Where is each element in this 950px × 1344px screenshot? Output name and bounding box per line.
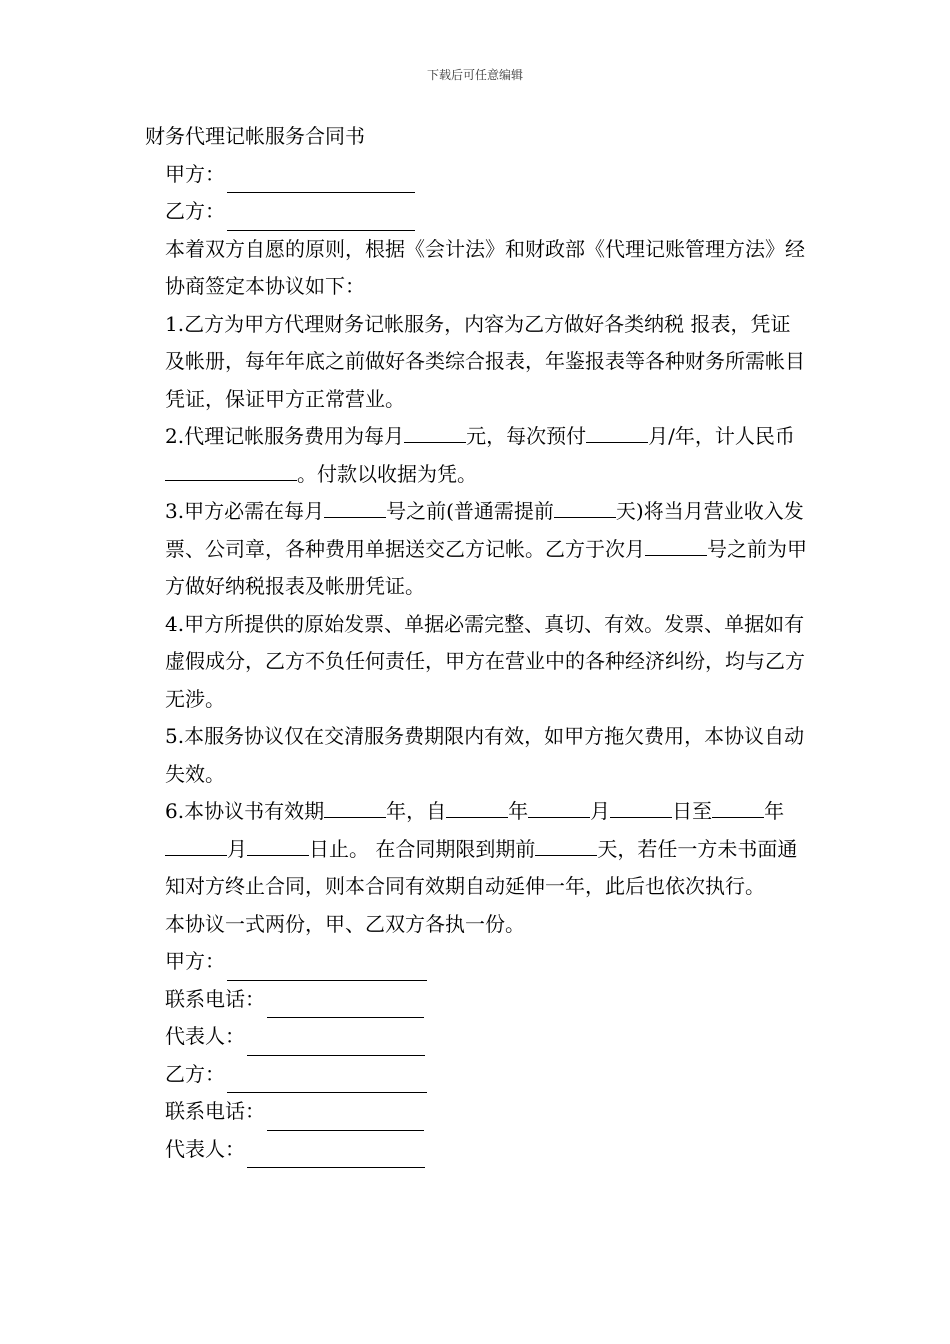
sig-b-rep-blank[interactable]	[247, 1143, 425, 1168]
start-day-blank[interactable]	[610, 799, 672, 818]
clause-6-text-c: 年	[508, 799, 529, 823]
clause-2-text-d: 。付款以收据为凭。	[297, 461, 477, 486]
party-b-field	[145, 193, 810, 231]
sig-b-label: 乙方：	[165, 1061, 225, 1086]
start-year-blank[interactable]	[446, 799, 508, 818]
sig-a-blank[interactable]	[227, 956, 427, 981]
sig-b-rep-label: 代表人：	[165, 1136, 245, 1161]
party-a-field	[145, 156, 810, 194]
sig-b-phone-blank[interactable]	[267, 1106, 424, 1131]
advance-days-blank[interactable]	[554, 499, 616, 518]
sig-b-blank[interactable]	[227, 1068, 427, 1093]
next-month-day-blank[interactable]	[645, 537, 707, 556]
signature-party-b	[145, 1056, 810, 1094]
page-header-note: 下载后可任意编辑	[426, 68, 523, 82]
notice-days-blank[interactable]	[535, 837, 597, 856]
sig-a-rep-blank[interactable]	[247, 1031, 425, 1056]
clause-3-text-b: 号之前(普通需提前	[386, 499, 554, 523]
end-year-blank[interactable]	[712, 799, 764, 818]
clause-3	[145, 493, 810, 606]
monthly-day-blank[interactable]	[324, 499, 386, 518]
clause-6-text-f: 年	[764, 799, 785, 823]
validity-years-blank[interactable]	[324, 799, 386, 818]
clause-6-text-a: 6.本协议书有效期	[165, 799, 325, 823]
end-day-blank[interactable]	[247, 837, 309, 856]
monthly-fee-blank[interactable]	[404, 424, 466, 443]
party-a-blank[interactable]	[227, 168, 415, 193]
sig-a-label: 甲方：	[165, 949, 225, 973]
signature-party-a-rep	[145, 1018, 810, 1056]
clause-6-text-b: 年，自	[386, 799, 447, 823]
document-title: 财务代理记帐服务合同书	[145, 124, 365, 148]
clause-1: 1.乙方为甲方代理财务记帐服务，内容为乙方做好各类纳税 报表，凭证及帐册，每年年底之前做好各类综合报表，年鉴报表等各种财务所需帐目凭证，保证甲方正常营业。	[165, 311, 805, 411]
signature-party-b-rep	[145, 1131, 810, 1169]
clause-2-text-c: 月/年，计人民币	[648, 424, 795, 448]
prepay-period-blank[interactable]	[586, 424, 648, 443]
clause-6-text-d: 月	[590, 799, 611, 823]
clause-6-text-i: 天，若任一方未书面通知对方终止合同，则本合同有效期自动延伸一年，此后也依次执行。	[165, 836, 798, 898]
sig-b-phone-label: 联系电话：	[165, 1099, 265, 1123]
closing-paragraph: 本协议一式两份，甲、乙双方各执一份。	[165, 911, 525, 936]
clause-3-text-a: 3.甲方必需在每月	[165, 499, 325, 523]
start-month-blank[interactable]	[528, 799, 590, 818]
signature-party-b-phone	[145, 1093, 810, 1131]
clause-2-text-a: 2.代理记帐服务费用为每月	[165, 424, 405, 448]
clause-2	[145, 418, 810, 493]
party-b-blank[interactable]	[227, 206, 415, 231]
party-a-label: 甲方：	[165, 161, 225, 186]
clause-2-text-b: 元，每次预付	[466, 424, 587, 448]
clause-6	[145, 793, 810, 906]
signature-party-a	[145, 943, 810, 981]
clause-3-text-d: 号之前为甲方做好纳税报表及帐册凭证。	[165, 536, 807, 598]
clause-3-text-c: 天)将当月营业收入发票、公司章，各种费用单据送交乙方记帐。乙方于次月	[165, 499, 804, 561]
signature-party-a-phone	[145, 981, 810, 1019]
sig-a-phone-blank[interactable]	[267, 993, 424, 1018]
end-month-blank[interactable]	[165, 837, 227, 856]
sig-a-rep-label: 代表人：	[165, 1024, 245, 1048]
party-b-label: 乙方：	[165, 199, 225, 223]
clause-6-text-g: 月	[227, 836, 247, 861]
intro-paragraph: 本着双方自愿的原则，根据《会计法》和财政部《代理记账管理方法》经协商签定本协议如下：	[165, 236, 805, 298]
clause-6-text-e: 日至	[672, 799, 713, 823]
sig-a-phone-label: 联系电话：	[165, 986, 265, 1011]
clause-6-text-h: 日止。 在合同期限到期前	[309, 836, 536, 861]
rmb-amount-blank[interactable]	[165, 462, 297, 481]
clause-4: 4.甲方所提供的原始发票、单据必需完整、真切、有效。发票、单据如有虚假成分，乙方不负任何责任，甲方在营业中的各种经济纠纷，均与乙方无涉。	[165, 611, 805, 711]
clause-5: 5.本服务协议仅在交清服务费期限内有效，如甲方拖欠费用，本协议自动失效。	[165, 724, 805, 786]
contract-document	[145, 118, 810, 1168]
